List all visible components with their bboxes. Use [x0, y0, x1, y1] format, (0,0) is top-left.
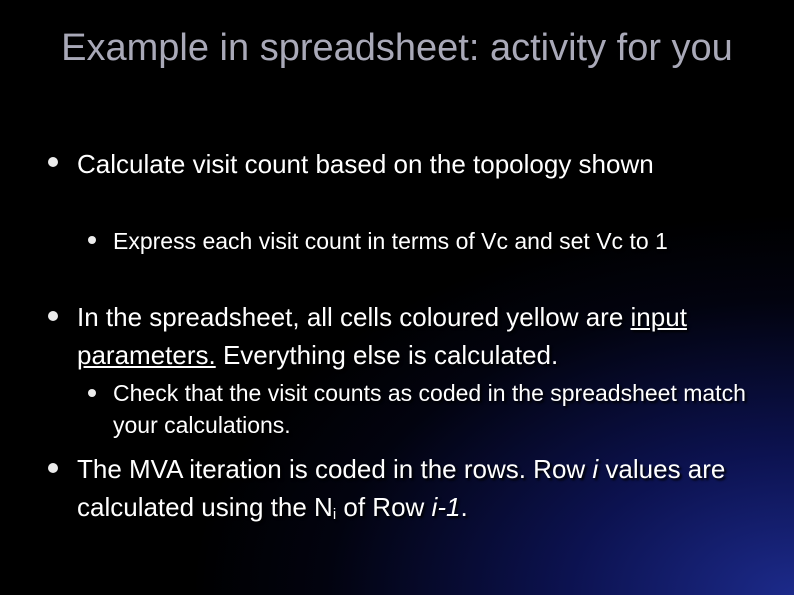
sub-bullet-express-visit-count: Express each visit count in terms of Vc and set Vc to 1: [113, 228, 668, 254]
input-parameters-underlined: input parameters.: [77, 302, 687, 370]
variable-i: i: [592, 454, 599, 484]
sub-bullet-dot-icon: [88, 389, 96, 397]
bullet-text-part: values are calculated using the N: [77, 454, 726, 522]
sub-bullet-dot-icon: [88, 236, 96, 244]
bullet-calculate-visit-count: Calculate visit count based on the topology shown: [77, 149, 654, 179]
slide-title: Example in spreadsheet: activity for you: [61, 27, 733, 69]
bullet-spreadsheet-inputs: [77, 298, 767, 374]
bullet-text-part: Everything else is calculated.: [215, 340, 559, 370]
bullet-dot-icon: [48, 311, 58, 321]
bullet-mva-iteration: [77, 450, 767, 534]
bullet-text-part: of Row: [336, 492, 432, 522]
bullet-text-part: The MVA iteration is coded in the rows. Row: [77, 454, 593, 484]
subscript-i: i: [332, 506, 337, 523]
bullet-text-part: .: [460, 492, 468, 522]
bullet-dot-icon: [48, 157, 58, 167]
variable-i-minus-1: i-1: [431, 492, 461, 522]
bullet-text-part: In the spreadsheet, all cells coloured yellow are: [77, 302, 631, 332]
bullet-dot-icon: [48, 463, 58, 473]
sub-bullet-check-visit-counts: Check that the visit counts as coded in the spreadsheet match your calculations.: [113, 380, 746, 438]
